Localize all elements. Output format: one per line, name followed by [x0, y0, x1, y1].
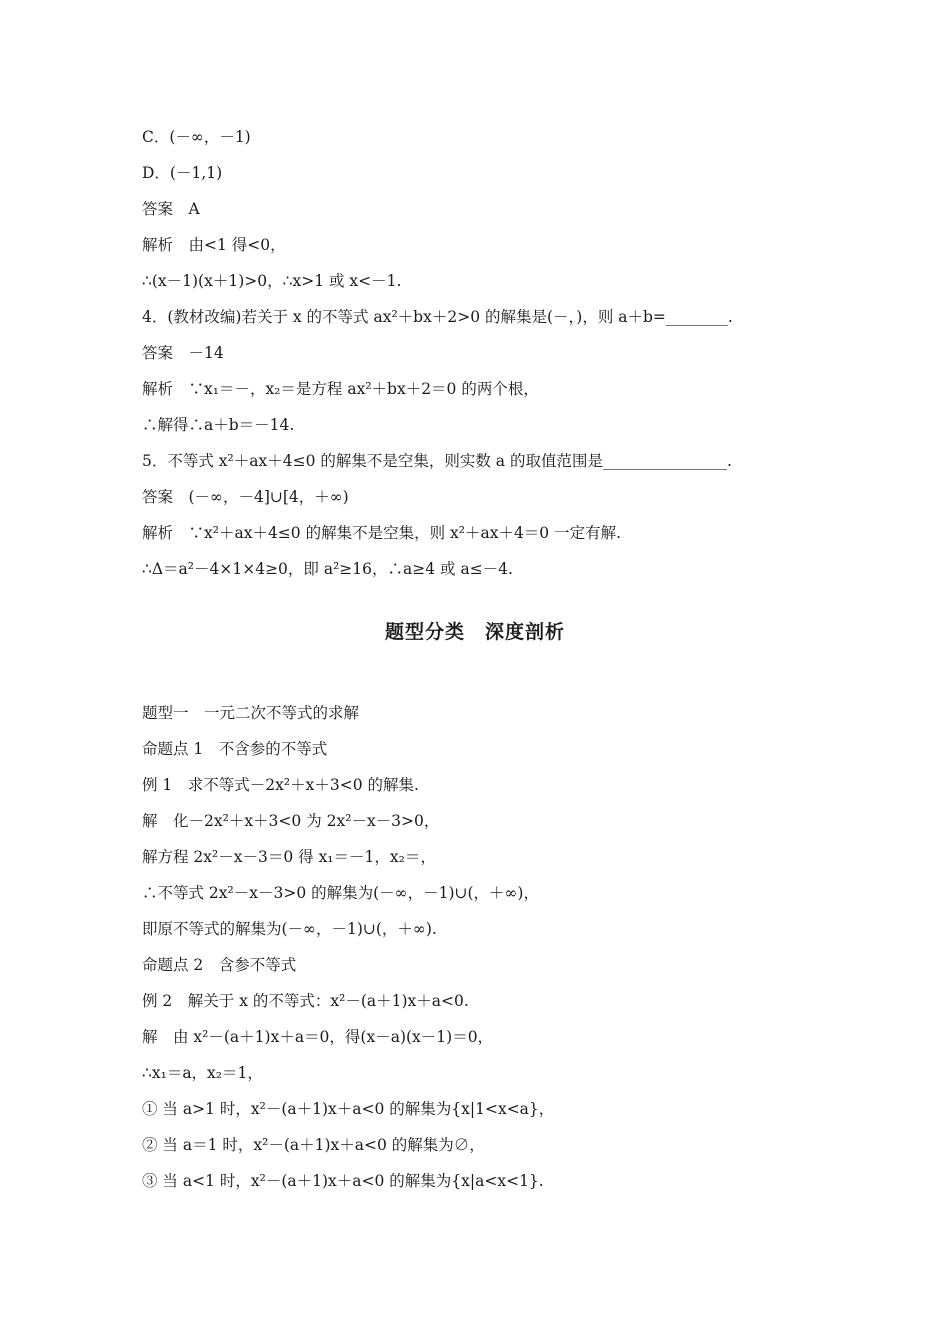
answer-5: 答案 (－∞，－4]∪[4，＋∞): [142, 488, 349, 506]
solution-1-step-3: ∴不等式 2x²－x－3>0 的解集为(－∞，－1)∪(，＋∞)，: [142, 884, 539, 902]
analysis-3-cont: ∴(x－1)(x＋1)>0，∴x>1 或 x<－1.: [142, 272, 402, 290]
section-heading: 题型分类 深度剖析: [384, 621, 565, 643]
topic-type-1: 题型一 一元二次不等式的求解: [142, 704, 360, 722]
solution-1-step-1: 解 化－2x²＋x＋3<0 为 2x²－x－3>0，: [142, 812, 440, 830]
option-d: D．(－1,1): [142, 164, 223, 182]
solution-2-step-2: ∴x₁＝a，x₂＝1，: [142, 1064, 263, 1082]
proposition-2: 命题点 2 含参不等式: [142, 956, 297, 974]
answer-4: 答案 －14: [142, 344, 224, 362]
analysis-5: 解析 ∵x²＋ax＋4≤0 的解集不是空集，则 x²＋ax＋4＝0 一定有解.: [142, 524, 622, 542]
solution-2-step-1: 解 由 x²－(a＋1)x＋a＝0，得(x－a)(x－1)＝0，: [142, 1028, 494, 1046]
example-2: 例 2 解关于 x 的不等式：x²－(a＋1)x＋a<0.: [142, 992, 469, 1010]
case-3: ③ 当 a<1 时，x²－(a＋1)x＋a<0 的解集为{x|a<x<1}.: [142, 1172, 544, 1190]
analysis-4: 解析 ∵x₁＝－，x₂＝是方程 ax²＋bx＋2＝0 的两个根，: [142, 380, 539, 398]
option-c: C．(－∞，－1): [142, 128, 251, 146]
analysis-4-cont: ∴解得∴a＋b＝－14.: [142, 416, 295, 434]
analysis-3: 解析 由<1 得<0，: [142, 236, 286, 254]
answer-3: 答案 A: [142, 200, 200, 218]
case-1: ① 当 a>1 时，x²－(a＋1)x＋a<0 的解集为{x|1<x<a}，: [142, 1100, 555, 1118]
proposition-1: 命题点 1 不含参的不等式: [142, 740, 328, 758]
case-2: ② 当 a＝1 时，x²－(a＋1)x＋a<0 的解集为∅，: [142, 1136, 485, 1154]
solution-1-step-2: 解方程 2x²－x－3＝0 得 x₁＝－1，x₂＝，: [142, 848, 436, 866]
question-5: 5．不等式 x²＋ax＋4≤0 的解集不是空集，则实数 a 的取值范围是________________.: [142, 452, 732, 470]
question-4: 4．(教材改编)若关于 x 的不等式 ax²＋bx＋2>0 的解集是(－，)，则 a＋b=________.: [142, 308, 733, 326]
solution-1-result: 即原不等式的解集为(－∞，－1)∪(，＋∞).: [142, 920, 437, 938]
analysis-5-cont: ∴Δ＝a²－4×1×4≥0，即 a²≥16，∴a≥4 或 a≤－4.: [142, 560, 513, 578]
example-1: 例 1 求不等式－2x²＋x＋3<0 的解集.: [142, 776, 419, 794]
